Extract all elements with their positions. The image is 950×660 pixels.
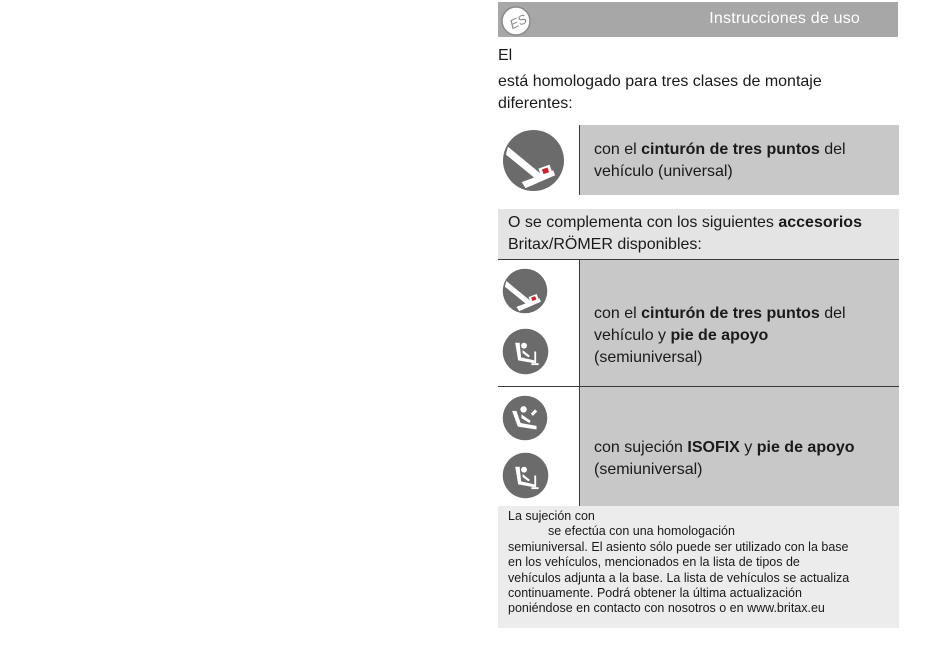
support-leg-icon	[502, 452, 549, 499]
language-code: ES	[507, 11, 530, 33]
header-title: Instrucciones de uso	[709, 10, 860, 27]
option-text: con sujeción ISOFIX y pie de apoyo (semiuniversal)	[594, 439, 855, 478]
note-line: se efectúa con una homologación	[548, 524, 735, 539]
seat-belt-icon	[502, 268, 548, 314]
header-bar	[498, 2, 898, 37]
mount-option-isofix-support-leg	[498, 387, 899, 506]
accessories-heading: O se complementa con los siguientes accesorios Britax/RÖMER disponibles:	[498, 209, 899, 259]
option-text: con el cinturón de tres puntos del vehículo y pie de apoyo (semiuniversal)	[594, 305, 846, 366]
isofix-icon	[502, 395, 548, 441]
mount-option-belt-support-leg	[498, 260, 899, 386]
note-line: continuamente. Podrá obtener la última actualización	[508, 586, 802, 601]
option-text: con el cinturón de tres puntos del vehículo (universal)	[594, 141, 846, 180]
isofix-note	[498, 506, 899, 628]
intro-line2a: está homologado para tres clases de montaje	[498, 73, 822, 90]
intro-paragraph	[498, 71, 898, 115]
note-line: en los vehículos, mencionados en la lista de tipos de	[508, 555, 800, 570]
mount-option-universal	[498, 125, 899, 195]
note-line: La sujeción con	[508, 509, 595, 523]
support-leg-icon	[502, 328, 549, 375]
seat-belt-icon	[502, 129, 565, 192]
intro-line1: El	[498, 47, 513, 64]
language-badge-icon	[500, 3, 536, 37]
note-line: vehículos adjunta a la base. La lista de vehículos se actualiza	[508, 570, 850, 585]
intro-line2b: diferentes:	[498, 95, 573, 112]
note-line: semiuniversal. El asiento sólo puede ser utilizado con la base	[508, 539, 849, 554]
note-line: poniéndose en contacto con nosotros o en www.britax.eu	[508, 601, 825, 616]
